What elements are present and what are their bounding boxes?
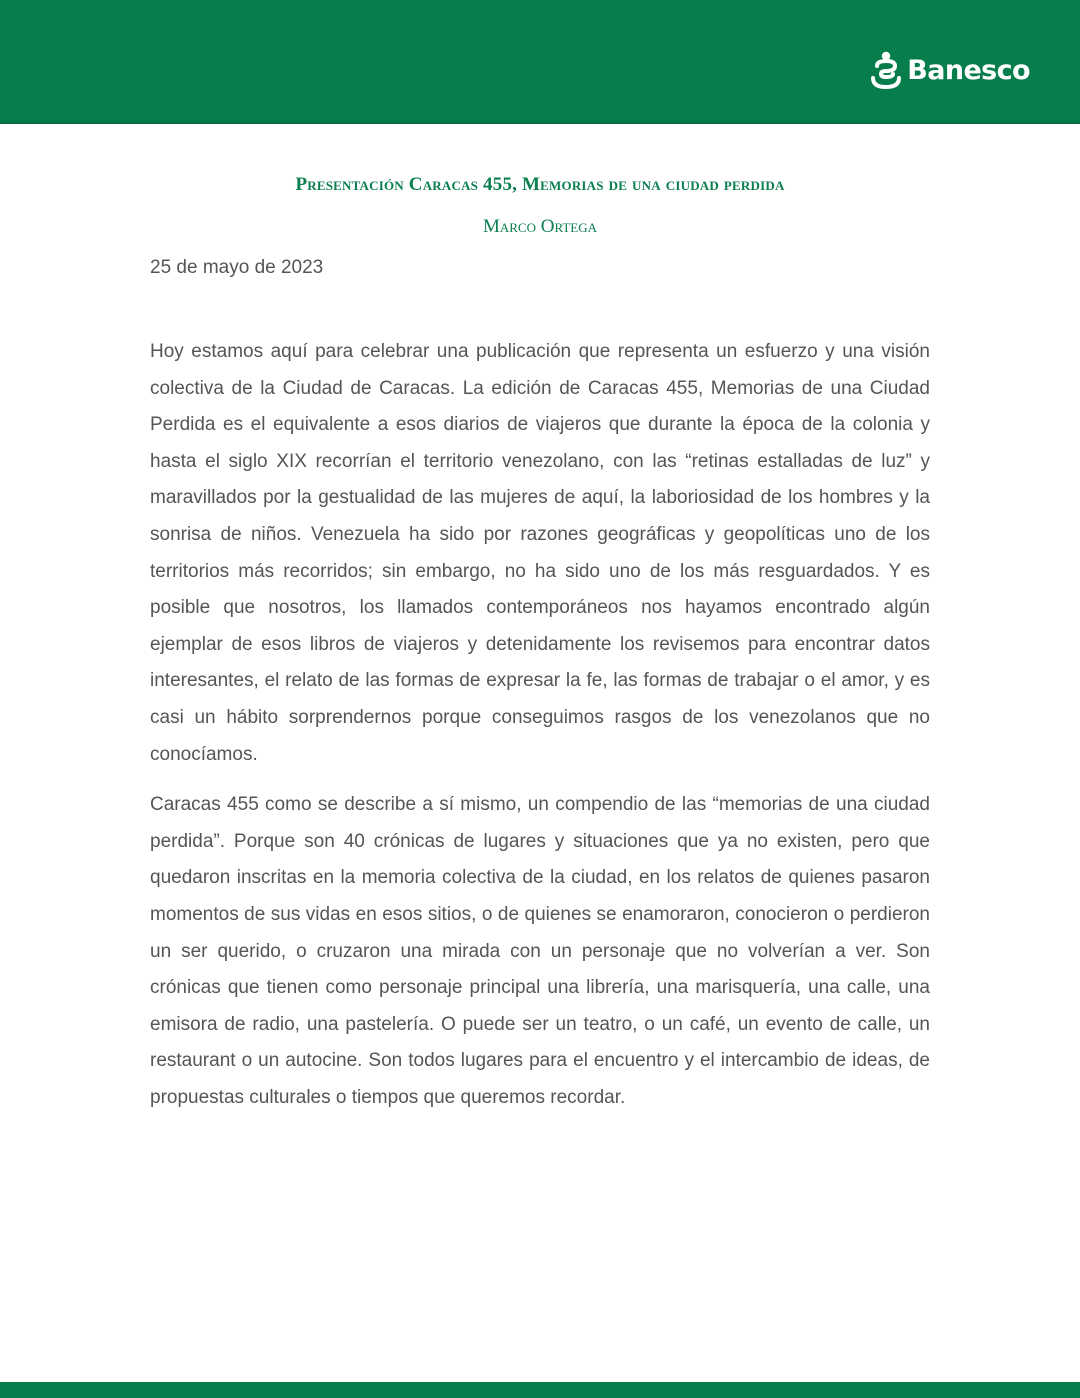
paragraph: Caracas 455 como se describe a sí mismo, un compendio de las “memorias de una ciudad perdida”. Porque son 40 crónicas de lugares y situaciones que ya no existen, pero que quedaron inscritas en la memoria colectiva de la ciudad, en los relatos de quienes pasaron momentos de sus vidas en esos sitios, o de quienes se enamoraron, conocieron o perdieron un ser querido, o cruzaron una mirada con un personaje que no volverían a ver. Son crónicas que tienen como personaje principal una librería, una marisquería, una calle, una emisora de radio, una pastelería. O puede ser un teatro, o un café, un evento de calle, un restaurant o un autocine. Son todos lugares para el encuentro y el intercambio de ideas, de propuestas culturales o tiempos que queremos recordar. [150, 794, 930, 1108]
document-date: 25 de mayo de 2023 [150, 257, 324, 278]
document-author: Marco Ortega [482, 216, 598, 237]
paragraph: Hoy estamos aquí para celebrar una publicación que representa un esfuerzo y una visión colectiva de la Ciudad de Caracas. La edición de Caracas 455, Memorias de una Ciudad Perdida es el equivalente a esos diarios de viajeros que durante la época de la colonia y hasta el siglo XIX recorrían el territorio venezolano, con las “retinas estalladas de luz” y maravillados por la gestualidad de las mujeres de aquí, la laboriosidad de los hombres y la sonrisa de niños. Venezuela ha sido por razones geográficas y geopolíticas uno de los territorios más recorridos; sin embargo, no ha sido uno de los más resguardados. Y es posible que nosotros, los llamados contemporáneos nos hayamos encontrado algún ejemplar de esos libros de viajeros y detenidamente los revisemos para encontrar datos interesantes, el relato de las formas de expresar la fe, las formas de trabajar o el amor, y es casi un hábito sorprendernos porque conseguimos rasgos de los venezolanos que no conocíamos. [150, 341, 930, 765]
banesco-logo [871, 48, 1030, 92]
document-body [150, 334, 930, 1130]
header-bar [0, 0, 1080, 124]
footer-bar [0, 1382, 1080, 1398]
banesco-person-icon [871, 50, 905, 90]
document-title: Presentación Caracas 455, Memorias de una ciudad perdida [295, 174, 785, 195]
brand-name: Banesco [907, 54, 1030, 86]
